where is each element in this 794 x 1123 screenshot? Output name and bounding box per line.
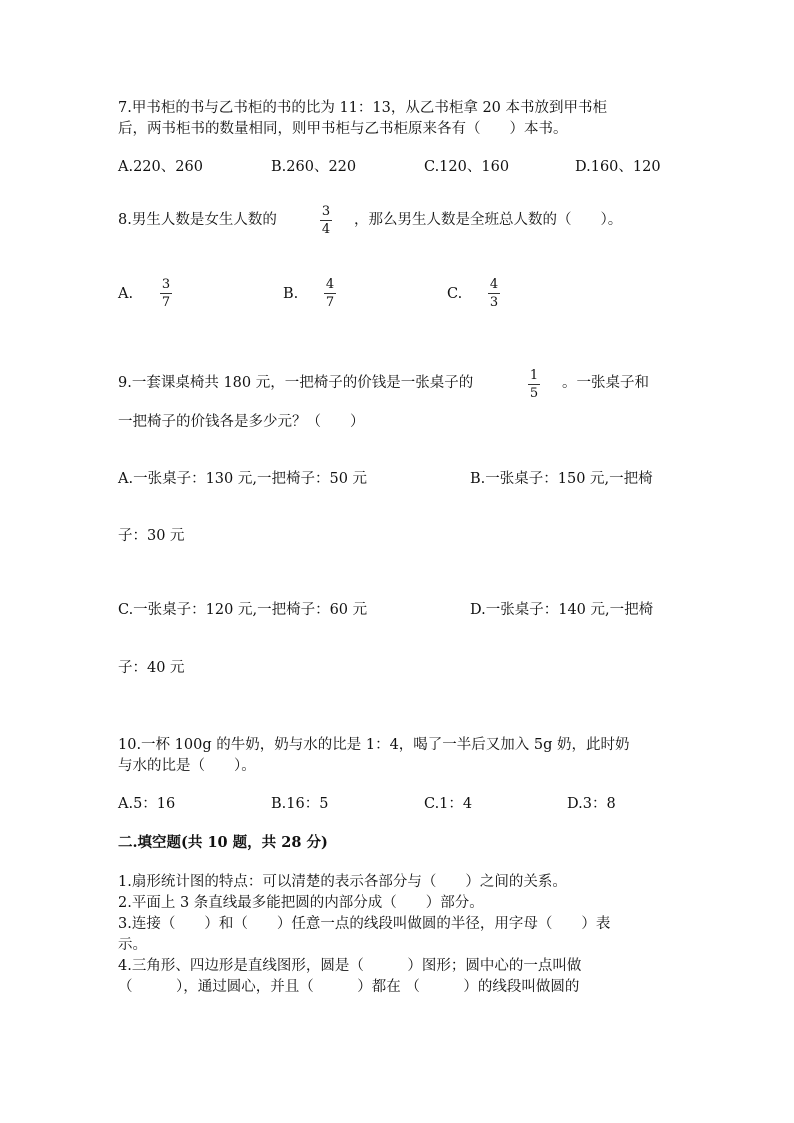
q10-option-d: D.3：8 [567, 796, 616, 812]
q9-option-c: C.一张桌子：120 元,一把椅子：60 元 [118, 602, 368, 618]
q9-line2: 一把椅子的价钱各是多少元？（ ） [118, 414, 365, 430]
q8-option-b-fraction [322, 277, 338, 310]
fraction-denominator: 7 [325, 295, 335, 310]
fraction-denominator: 3 [489, 295, 499, 310]
q7-option-b: B.260、220 [271, 159, 357, 175]
q9-option-b-cont: 子：30 元 [118, 528, 185, 544]
q10-option-a: A.5：16 [118, 796, 176, 812]
q7-line2: 后，两书柜书的数量相同，则甲书柜与乙书柜原来各有（ ）本书。 [118, 121, 568, 137]
section-heading: 二.填空题(共 10 题，共 28 分) [118, 834, 328, 851]
fraction-bar [320, 220, 332, 221]
q8-option-b-label: B. [283, 286, 299, 302]
q9-suffix: 。一张桌子和 [562, 375, 649, 391]
q7-option-c: C.120、160 [424, 159, 510, 175]
fraction-denominator: 7 [161, 295, 171, 310]
q8-fraction [318, 204, 334, 237]
q9-fraction [526, 368, 542, 401]
q8-option-a-label: A. [118, 286, 134, 302]
q9-option-d: D.一张桌子：140 元,一把椅 [470, 602, 654, 618]
fraction-bar [160, 293, 172, 294]
q8-prefix: 8.男生人数是女生人数的 [118, 212, 277, 228]
fraction-bar [324, 293, 336, 294]
fill-item-3-cont: 示。 [118, 937, 147, 953]
q8-option-c-fraction [486, 277, 502, 310]
q8-fraction-numerator: 3 [321, 204, 331, 219]
fraction-numerator: 1 [529, 368, 539, 383]
fraction-bar [488, 293, 500, 294]
fill-item-3: 3.连接（ ）和（ ）任意一点的线段叫做圆的半径，用字母（ ）表 [118, 916, 611, 932]
fill-item-4: 4.三角形、四边形是直线图形，圆是（ ）图形；圆中心的一点叫做 [118, 958, 582, 974]
q8-option-c-label: C. [447, 286, 463, 302]
q9-prefix: 9.一套课桌椅共 180 元，一把椅子的价钱是一张桌子的 [118, 375, 474, 391]
q9-option-d-cont: 子：40 元 [118, 660, 185, 676]
q9-option-a: A.一张桌子：130 元,一把椅子：50 元 [118, 471, 368, 487]
fraction-numerator: 4 [489, 277, 499, 292]
q8-suffix: ，那么男生人数是全班总人数的（ ）。 [354, 212, 623, 228]
q10-option-c: C.1：4 [424, 796, 473, 812]
q10-line2: 与水的比是（ ）。 [118, 758, 256, 774]
q8-option-a-fraction [158, 277, 174, 310]
fill-item-2: 2.平面上 3 条直线最多能把圆的内部分成（ ）部分。 [118, 895, 484, 911]
fill-item-1: 1.扇形统计图的特点：可以清楚的表示各部分与（ ）之间的关系。 [118, 874, 567, 890]
fraction-denominator: 5 [529, 386, 539, 401]
fraction-bar [528, 384, 540, 385]
q7-line1: 7.甲书柜的书与乙书柜的书的比为 11：13，从乙书柜拿 20 本书放到甲书柜 [118, 100, 608, 116]
q7-option-d: D.160、120 [575, 159, 661, 175]
q9-option-b: B.一张桌子：150 元,一把椅 [470, 471, 653, 487]
fraction-numerator: 4 [325, 277, 335, 292]
fill-item-4-cont: （ ），通过圆心，并且（ ）都在 （ ）的线段叫做圆的 [118, 979, 580, 995]
q8-fraction-denominator: 4 [321, 222, 331, 237]
q10-option-b: B.16：5 [271, 796, 329, 812]
q10-line1: 10.一杯 100g 的牛奶，奶与水的比是 1：4，喝了一半后又加入 5g 奶，此时奶 [118, 737, 630, 753]
q7-option-a: A.220、260 [118, 159, 203, 175]
fraction-numerator: 3 [161, 277, 171, 292]
